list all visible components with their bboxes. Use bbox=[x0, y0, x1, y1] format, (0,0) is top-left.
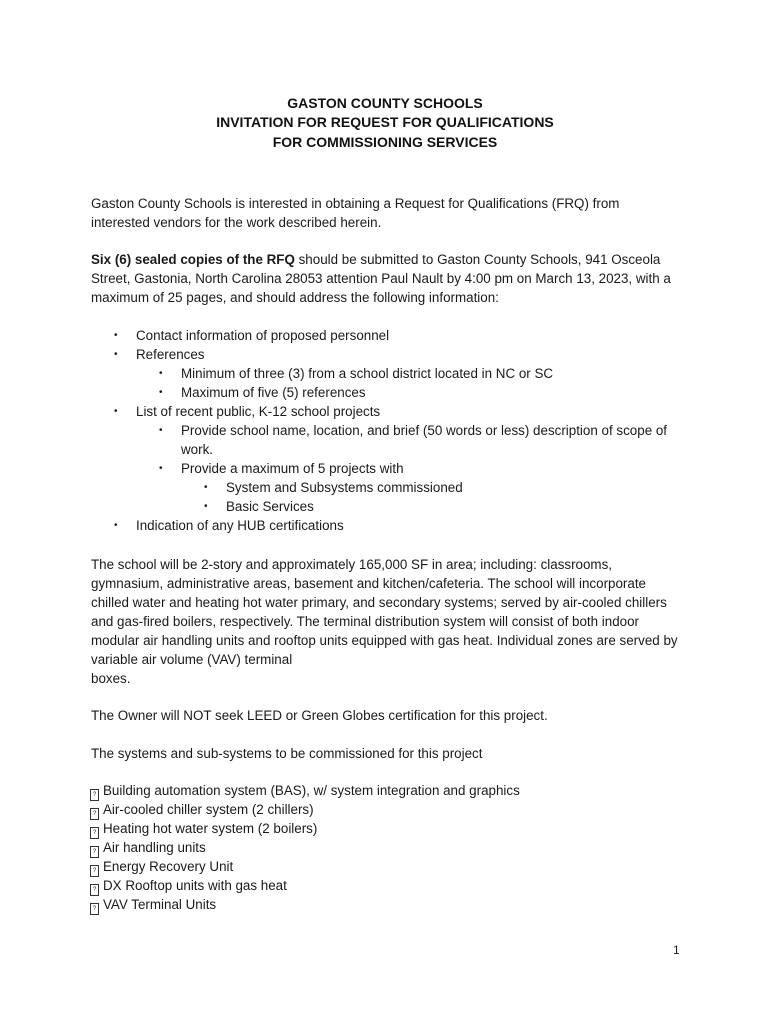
bullet-icon: • bbox=[114, 330, 118, 341]
checkbox-glyph-icon: ? bbox=[90, 808, 99, 820]
checkbox-glyph-icon: ? bbox=[90, 827, 99, 839]
systems-intro: The systems and sub-systems to be commissioned for this project bbox=[91, 746, 483, 761]
bullet-icon: • bbox=[159, 463, 163, 474]
list-item: • Basic Services bbox=[204, 499, 314, 514]
list-item: • Contact information of proposed personnel bbox=[114, 328, 390, 343]
bullet-icon: • bbox=[204, 501, 208, 512]
checkbox-glyph-icon: ? bbox=[90, 884, 99, 896]
page-number: 1 bbox=[673, 943, 680, 957]
list-item: • List of recent public, K-12 school projects bbox=[114, 404, 381, 419]
submission-paragraph bbox=[91, 250, 681, 307]
list-item: ? VAV Terminal Units bbox=[90, 895, 520, 914]
systems-list bbox=[90, 781, 520, 914]
title-line-2: INVITATION FOR REQUEST FOR QUALIFICATIONS bbox=[216, 114, 554, 130]
leed-paragraph: The Owner will NOT seek LEED or Green Globes certification for this project. bbox=[91, 708, 548, 723]
submission-bold: Six (6) sealed copies of the RFQ bbox=[91, 252, 295, 267]
list-item: • Minimum of three (3) from a school district located in NC or SC bbox=[159, 366, 554, 381]
list-item: ? Building automation system (BAS), w/ system integration and graphics bbox=[90, 781, 520, 800]
checkbox-glyph-icon: ? bbox=[90, 789, 99, 801]
list-item: • References bbox=[114, 347, 205, 362]
bullet-icon: • bbox=[159, 387, 163, 398]
bullet-icon: • bbox=[114, 406, 118, 417]
bullet-icon: • bbox=[114, 520, 118, 531]
submission-text: should be submitted to Gaston County Schools, 941 Osceola Street, Gastonia, North Carolina 28053 attention Paul Nault by 4:00 pm on March 13, 2023, with a maximum of 25 pages, and should address the following information: bbox=[91, 252, 671, 305]
intro-paragraph: Gaston County Schools is interested in obtaining a Request for Qualifications (FRQ) from interested vendors for the work described herein. bbox=[91, 196, 620, 230]
bullet-icon: • bbox=[204, 482, 208, 493]
list-item: ? Heating hot water system (2 boilers) bbox=[90, 819, 520, 838]
list-item: • System and Subsystems commissioned bbox=[204, 480, 463, 495]
checkbox-glyph-icon: ? bbox=[90, 846, 99, 858]
title-line-3: FOR COMMISSIONING SERVICES bbox=[272, 134, 498, 150]
list-item: • Maximum of five (5) references bbox=[159, 385, 366, 400]
school-description-paragraph: The school will be 2-story and approximately 165,000 SF in area; including: classrooms, gymnasium, administrative areas, basement and kitchen/cafeteria. The school will incorporate chilled water and heating hot water primary, and secondary systems; served by air-cooled chillers and gas-fired boilers, respectively. The terminal distribution system will consist of both indoor modular air handling units and rooftop units equipped with gas heat. Individual zones are served by variable air volume (VAV) terminal boxes. bbox=[91, 557, 678, 686]
bullet-icon: • bbox=[159, 425, 163, 436]
list-item: ? DX Rooftop units with gas heat bbox=[90, 876, 520, 895]
checkbox-glyph-icon: ? bbox=[90, 903, 99, 915]
list-item: ? Air-cooled chiller system (2 chillers) bbox=[90, 800, 520, 819]
list-item: ? Energy Recovery Unit bbox=[90, 857, 520, 876]
title-line-1: GASTON COUNTY SCHOOLS bbox=[287, 95, 483, 111]
list-item: ? Air handling units bbox=[90, 838, 520, 857]
list-item: • Provide a maximum of 5 projects with bbox=[159, 461, 404, 476]
list-item: • Provide school name, location, and brief (50 words or less) description of scope of work. bbox=[159, 423, 668, 457]
bullet-icon: • bbox=[114, 349, 118, 360]
bullet-icon: • bbox=[159, 368, 163, 379]
checkbox-glyph-icon: ? bbox=[90, 865, 99, 877]
list-item: • Indication of any HUB certifications bbox=[114, 518, 344, 533]
